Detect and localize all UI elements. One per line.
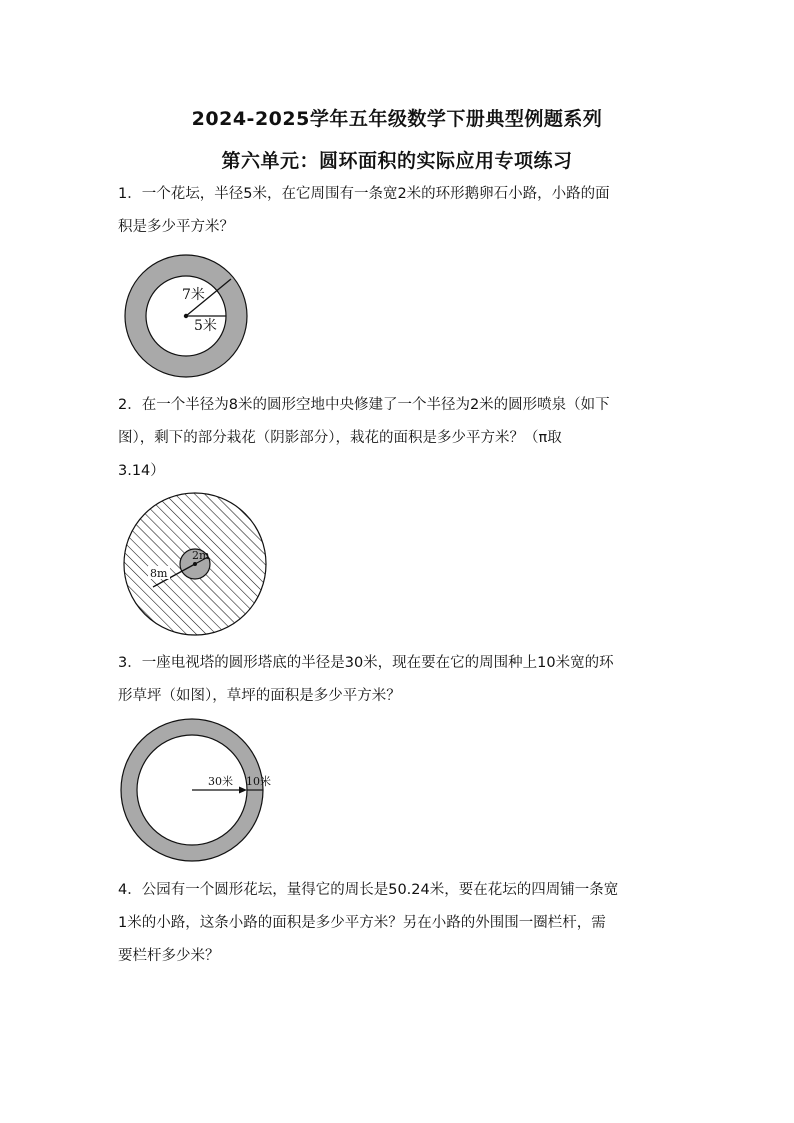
- q2-outer-label: 8m: [150, 567, 168, 580]
- question-2-line-1: 2．在一个半径为8米的圆形空地中央修建了一个半径为2米的圆形喷泉（如下: [118, 397, 610, 413]
- question-2: [118, 389, 678, 488]
- question-2-line-3: 3.14）: [118, 463, 165, 479]
- question-3-line-1: 3．一座电视塔的圆形塔底的半径是30米，现在要在它的周围种上10米宽的环: [118, 655, 614, 671]
- q2-center-dot: [193, 562, 197, 566]
- q2-inner-label: 2m: [192, 549, 210, 562]
- question-4: [118, 874, 678, 973]
- question-2-line-2: 图），剩下的部分栽花（阴影部分），栽花的面积是多少平方米？（π取: [118, 430, 562, 446]
- q3-inner-label: 30米: [208, 775, 233, 788]
- question-4-line-3: 要栏杆多少米？: [118, 948, 220, 964]
- q1-inner-label: 5米: [194, 318, 217, 334]
- question-1-figure: [120, 250, 260, 390]
- question-4-line-1: 4．公园有一个圆形花坛，量得它的周长是50.24米，要在花坛的四周铺一条宽: [118, 882, 619, 898]
- question-1-line-2: 积是多少平方米？: [118, 219, 234, 235]
- question-3-figure: [118, 715, 278, 865]
- question-3-line-2: 形草坪（如图），草坪的面积是多少平方米？: [118, 688, 401, 704]
- q3-outer-label: 10米: [246, 775, 271, 788]
- document-subtitle: 第六单元：圆环面积的实际应用专项练习: [221, 150, 573, 172]
- q1-center-dot: [184, 314, 188, 318]
- question-1: [118, 178, 678, 244]
- question-4-line-2: 1米的小路，这条小路的面积是多少平方米？另在小路的外围围一圈栏杆，需: [118, 915, 606, 931]
- question-3: [118, 647, 678, 713]
- question-2-figure: [120, 489, 270, 639]
- q1-outer-label: 7米: [182, 287, 205, 303]
- document-title: 2024-2025学年五年级数学下册典型例题系列: [191, 108, 603, 130]
- question-1-line-1: 1．一个花坛，半径5米，在它周围有一条宽2米的环形鹅卵石小路，小路的面: [118, 186, 610, 202]
